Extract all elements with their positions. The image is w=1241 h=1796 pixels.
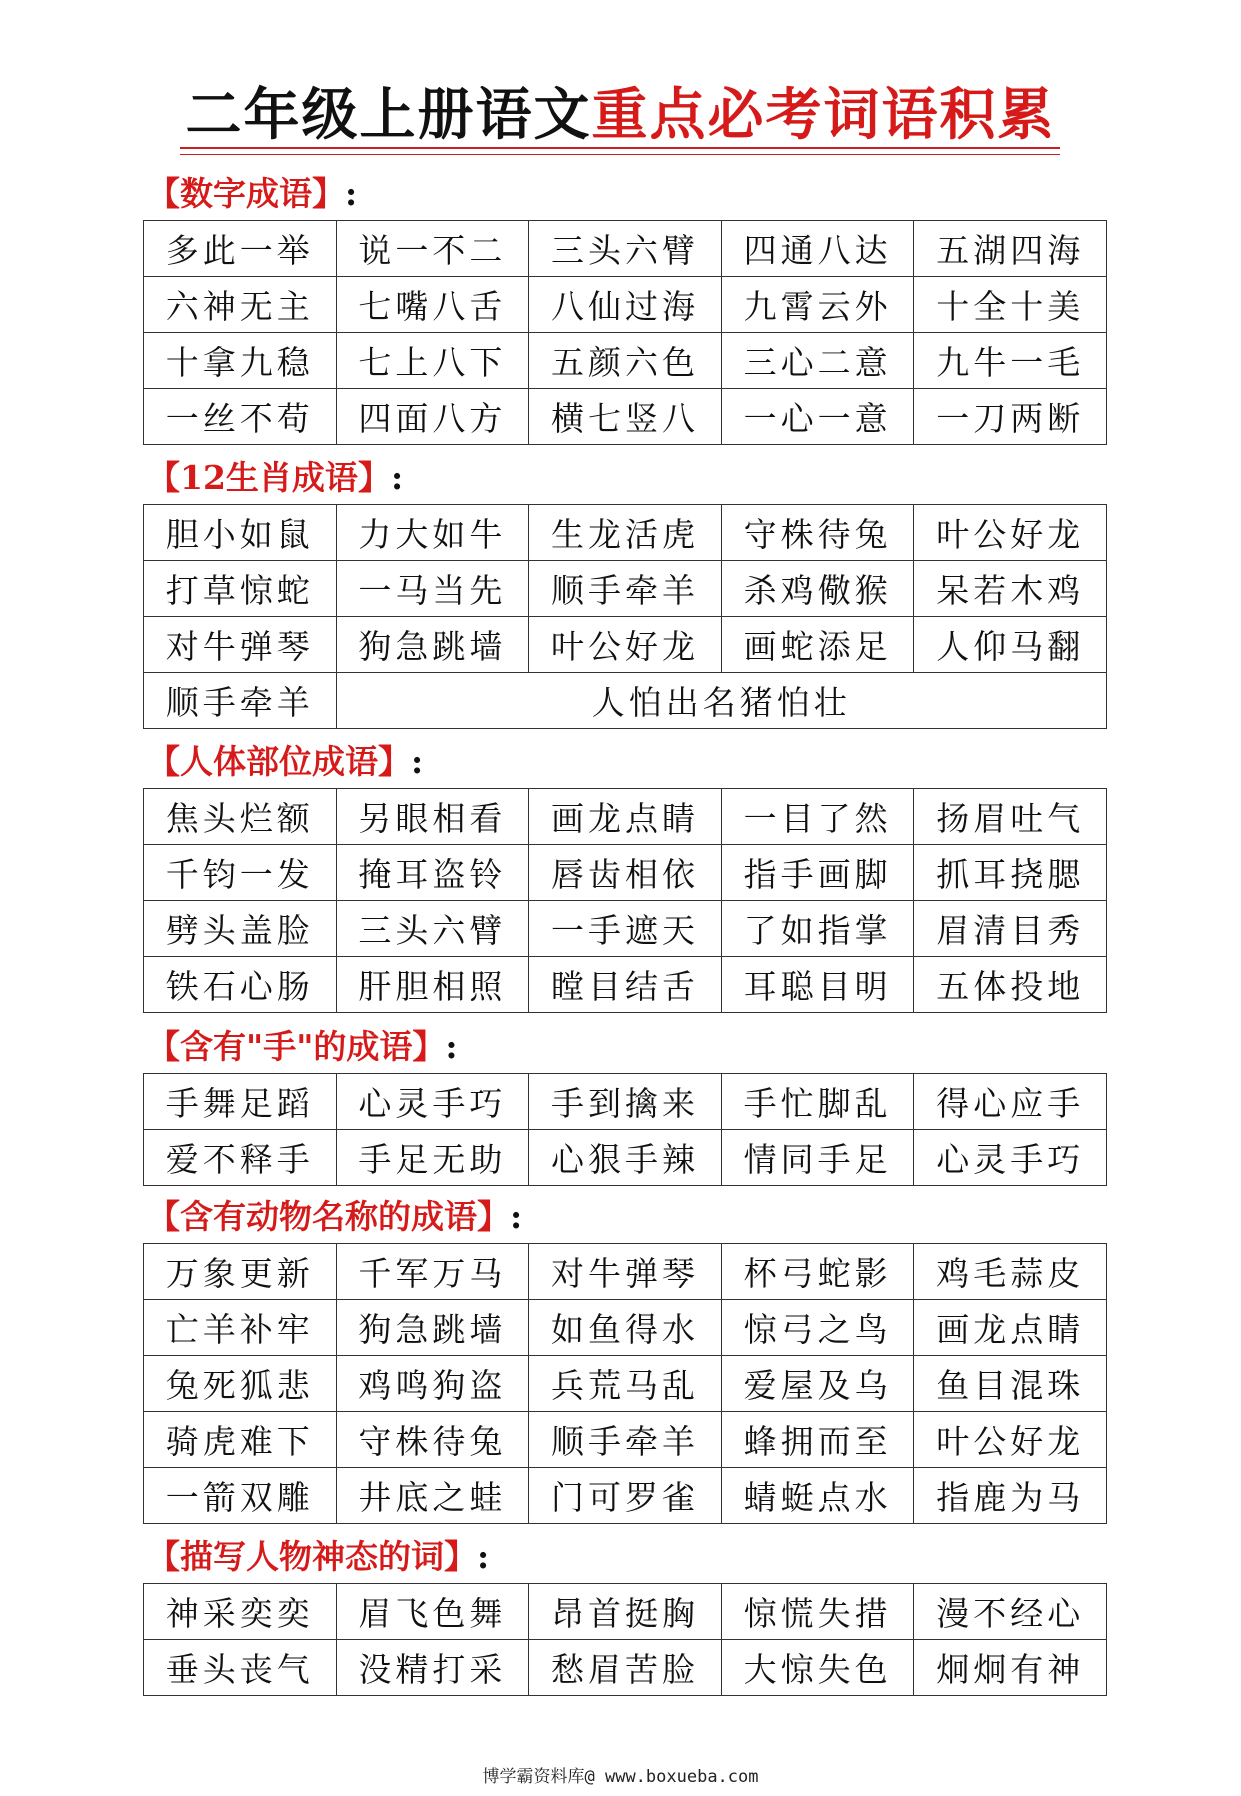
section-colon: :	[411, 742, 424, 781]
section-label-text: 【人体部位成语】	[147, 742, 411, 781]
table-cell: 杀鸡儆猴	[721, 561, 914, 617]
table-cell: 手舞足蹈	[144, 1074, 337, 1130]
table-cell: 九霄云外	[721, 277, 914, 333]
table-cell: 指鹿为马	[914, 1468, 1107, 1524]
table-cell: 蜂拥而至	[721, 1412, 914, 1468]
table-cell: 瞠目结舌	[529, 957, 722, 1013]
table-cell: 四通八达	[721, 221, 914, 277]
section-label-text: 【数字成语】	[147, 174, 345, 213]
table-cell: 如鱼得水	[529, 1300, 722, 1356]
table-row	[144, 673, 1107, 729]
table-row	[144, 389, 1107, 445]
table-cell: 人仰马翻	[914, 617, 1107, 673]
table-cell: 大惊失色	[721, 1640, 914, 1696]
table-row	[144, 1412, 1107, 1468]
table-row	[144, 1468, 1107, 1524]
table-cell: 没精打采	[336, 1640, 529, 1696]
table-cell: 万象更新	[144, 1244, 337, 1300]
table-cell: 一手遮天	[529, 901, 722, 957]
section-label-hand-idioms	[147, 1023, 458, 1071]
section-colon: :	[510, 1197, 523, 1236]
table-cell: 顺手牵羊	[529, 561, 722, 617]
table-cell: 八仙过海	[529, 277, 722, 333]
table-cell: 兵荒马乱	[529, 1356, 722, 1412]
table-cell: 十全十美	[914, 277, 1107, 333]
table-cell: 十拿九稳	[144, 333, 337, 389]
table-cell: 画蛇添足	[721, 617, 914, 673]
section-label-text: 【含有"手"的成语】	[147, 1027, 446, 1066]
section-label-zodiac-idioms	[147, 454, 403, 502]
table-cell: 抓耳挠腮	[914, 845, 1107, 901]
table-cell: 炯炯有神	[914, 1640, 1107, 1696]
table-row	[144, 1130, 1107, 1186]
table-cell: 鸡鸣狗盗	[336, 1356, 529, 1412]
table-cell: 对牛弹琴	[529, 1244, 722, 1300]
table-row	[144, 845, 1107, 901]
table-cell: 一刀两断	[914, 389, 1107, 445]
table-cell: 一目了然	[721, 789, 914, 845]
table-cell: 千钧一发	[144, 845, 337, 901]
table-row	[144, 1640, 1107, 1696]
table-cell: 五颜六色	[529, 333, 722, 389]
table-cell: 漫不经心	[914, 1584, 1107, 1640]
table-cell: 杯弓蛇影	[721, 1244, 914, 1300]
table-cell: 愁眉苦脸	[529, 1640, 722, 1696]
table-cell: 昂首挺胸	[529, 1584, 722, 1640]
table-cell: 兔死狐悲	[144, 1356, 337, 1412]
section-colon: :	[345, 174, 358, 213]
table-cell: 掩耳盗铃	[336, 845, 529, 901]
table-cell: 惊弓之鸟	[721, 1300, 914, 1356]
table-cell: 一马当先	[336, 561, 529, 617]
table-row	[144, 617, 1107, 673]
table-cell: 胆小如鼠	[144, 505, 337, 561]
number-idioms-table	[143, 220, 1107, 445]
section-label-text: 【含有动物名称的成语】	[147, 1197, 510, 1236]
table-cell: 肝胆相照	[336, 957, 529, 1013]
table-row	[144, 277, 1107, 333]
table-cell: 叶公好龙	[914, 1412, 1107, 1468]
animal-idioms-table	[143, 1243, 1107, 1524]
table-row	[144, 1074, 1107, 1130]
table-row	[144, 221, 1107, 277]
table-cell: 爱不释手	[144, 1130, 337, 1186]
footer-watermark: 博学霸资料库@ www.boxueba.com	[482, 1767, 759, 1787]
table-cell: 一箭双雕	[144, 1468, 337, 1524]
table-cell: 守株待兔	[336, 1412, 529, 1468]
section-colon: :	[445, 1027, 458, 1066]
table-cell: 扬眉吐气	[914, 789, 1107, 845]
table-cell: 七嘴八舌	[336, 277, 529, 333]
table-row	[144, 1244, 1107, 1300]
table-cell: 一心一意	[721, 389, 914, 445]
table-cell: 垂头丧气	[144, 1640, 337, 1696]
table-cell: 指手画脚	[721, 845, 914, 901]
table-cell: 三头六臂	[529, 221, 722, 277]
section-label-expression-words	[147, 1533, 489, 1581]
table-row	[144, 901, 1107, 957]
table-cell: 心狠手辣	[529, 1130, 722, 1186]
table-cell: 得心应手	[914, 1074, 1107, 1130]
table-cell: 叶公好龙	[529, 617, 722, 673]
table-cell: 三心二意	[721, 333, 914, 389]
table-cell: 九牛一毛	[914, 333, 1107, 389]
table-cell: 焦头烂额	[144, 789, 337, 845]
table-cell: 劈头盖脸	[144, 901, 337, 957]
table-cell: 顺手牵羊	[144, 673, 337, 729]
table-cell: 情同手足	[721, 1130, 914, 1186]
table-cell: 对牛弹琴	[144, 617, 337, 673]
table-row	[144, 505, 1107, 561]
table-cell: 生龙活虎	[529, 505, 722, 561]
table-cell: 画龙点睛	[529, 789, 722, 845]
section-label-body-part-idioms	[147, 738, 423, 786]
table-cell: 千军万马	[336, 1244, 529, 1300]
table-cell: 鸡毛蒜皮	[914, 1244, 1107, 1300]
table-cell: 爱屋及乌	[721, 1356, 914, 1412]
table-cell: 画龙点睛	[914, 1300, 1107, 1356]
table-cell: 五体投地	[914, 957, 1107, 1013]
table-cell: 呆若木鸡	[914, 561, 1107, 617]
hand-idioms-table	[143, 1073, 1107, 1186]
table-row	[144, 789, 1107, 845]
zodiac-idioms-table	[143, 504, 1107, 729]
table-cell: 另眼相看	[336, 789, 529, 845]
table-cell: 打草惊蛇	[144, 561, 337, 617]
table-cell: 狗急跳墙	[336, 1300, 529, 1356]
table-cell: 六神无主	[144, 277, 337, 333]
table-cell-span: 人怕出名猪怕壮	[336, 673, 1106, 729]
table-cell: 心灵手巧	[914, 1130, 1107, 1186]
table-cell: 耳聪目明	[721, 957, 914, 1013]
table-cell: 守株待兔	[721, 505, 914, 561]
page-title	[0, 80, 1241, 150]
table-cell: 手足无助	[336, 1130, 529, 1186]
section-colon: :	[477, 1537, 490, 1576]
table-cell: 多此一举	[144, 221, 337, 277]
table-cell: 四面八方	[336, 389, 529, 445]
table-row	[144, 957, 1107, 1013]
table-cell: 心灵手巧	[336, 1074, 529, 1130]
expression-words-table	[143, 1583, 1107, 1696]
table-cell: 蜻蜓点水	[721, 1468, 914, 1524]
table-row	[144, 1300, 1107, 1356]
table-cell: 亡羊补牢	[144, 1300, 337, 1356]
section-colon: :	[390, 458, 404, 497]
table-cell: 横七竖八	[529, 389, 722, 445]
table-cell: 说一不二	[336, 221, 529, 277]
table-row	[144, 561, 1107, 617]
table-cell: 三头六臂	[336, 901, 529, 957]
table-cell: 了如指掌	[721, 901, 914, 957]
table-cell: 铁石心肠	[144, 957, 337, 1013]
table-cell: 骑虎难下	[144, 1412, 337, 1468]
table-cell: 门可罗雀	[529, 1468, 722, 1524]
table-cell: 唇齿相依	[529, 845, 722, 901]
table-cell: 五湖四海	[914, 221, 1107, 277]
table-row	[144, 1356, 1107, 1412]
table-cell: 七上八下	[336, 333, 529, 389]
title-underline	[180, 147, 1060, 155]
table-cell: 神采奕奕	[144, 1584, 337, 1640]
body-part-idioms-table	[143, 788, 1107, 1013]
title-black-part: 二年级上册语文	[185, 82, 592, 148]
table-cell: 力大如牛	[336, 505, 529, 561]
table-cell: 鱼目混珠	[914, 1356, 1107, 1412]
table-cell: 叶公好龙	[914, 505, 1107, 561]
section-label-number-idioms	[147, 170, 357, 218]
section-label-text: 【12生肖成语】	[147, 458, 391, 497]
table-cell: 手到擒来	[529, 1074, 722, 1130]
table-row	[144, 1584, 1107, 1640]
title-red-part: 重点必考词语积累	[591, 82, 1056, 148]
section-label-animal-idioms	[147, 1193, 522, 1241]
table-cell: 惊慌失措	[721, 1584, 914, 1640]
table-cell: 眉清目秀	[914, 901, 1107, 957]
table-cell: 一丝不苟	[144, 389, 337, 445]
section-label-text: 【描写人物神态的词】	[147, 1537, 477, 1576]
table-cell: 眉飞色舞	[336, 1584, 529, 1640]
table-cell: 顺手牵羊	[529, 1412, 722, 1468]
table-cell: 手忙脚乱	[721, 1074, 914, 1130]
table-cell: 井底之蛙	[336, 1468, 529, 1524]
table-row	[144, 333, 1107, 389]
table-cell: 狗急跳墙	[336, 617, 529, 673]
